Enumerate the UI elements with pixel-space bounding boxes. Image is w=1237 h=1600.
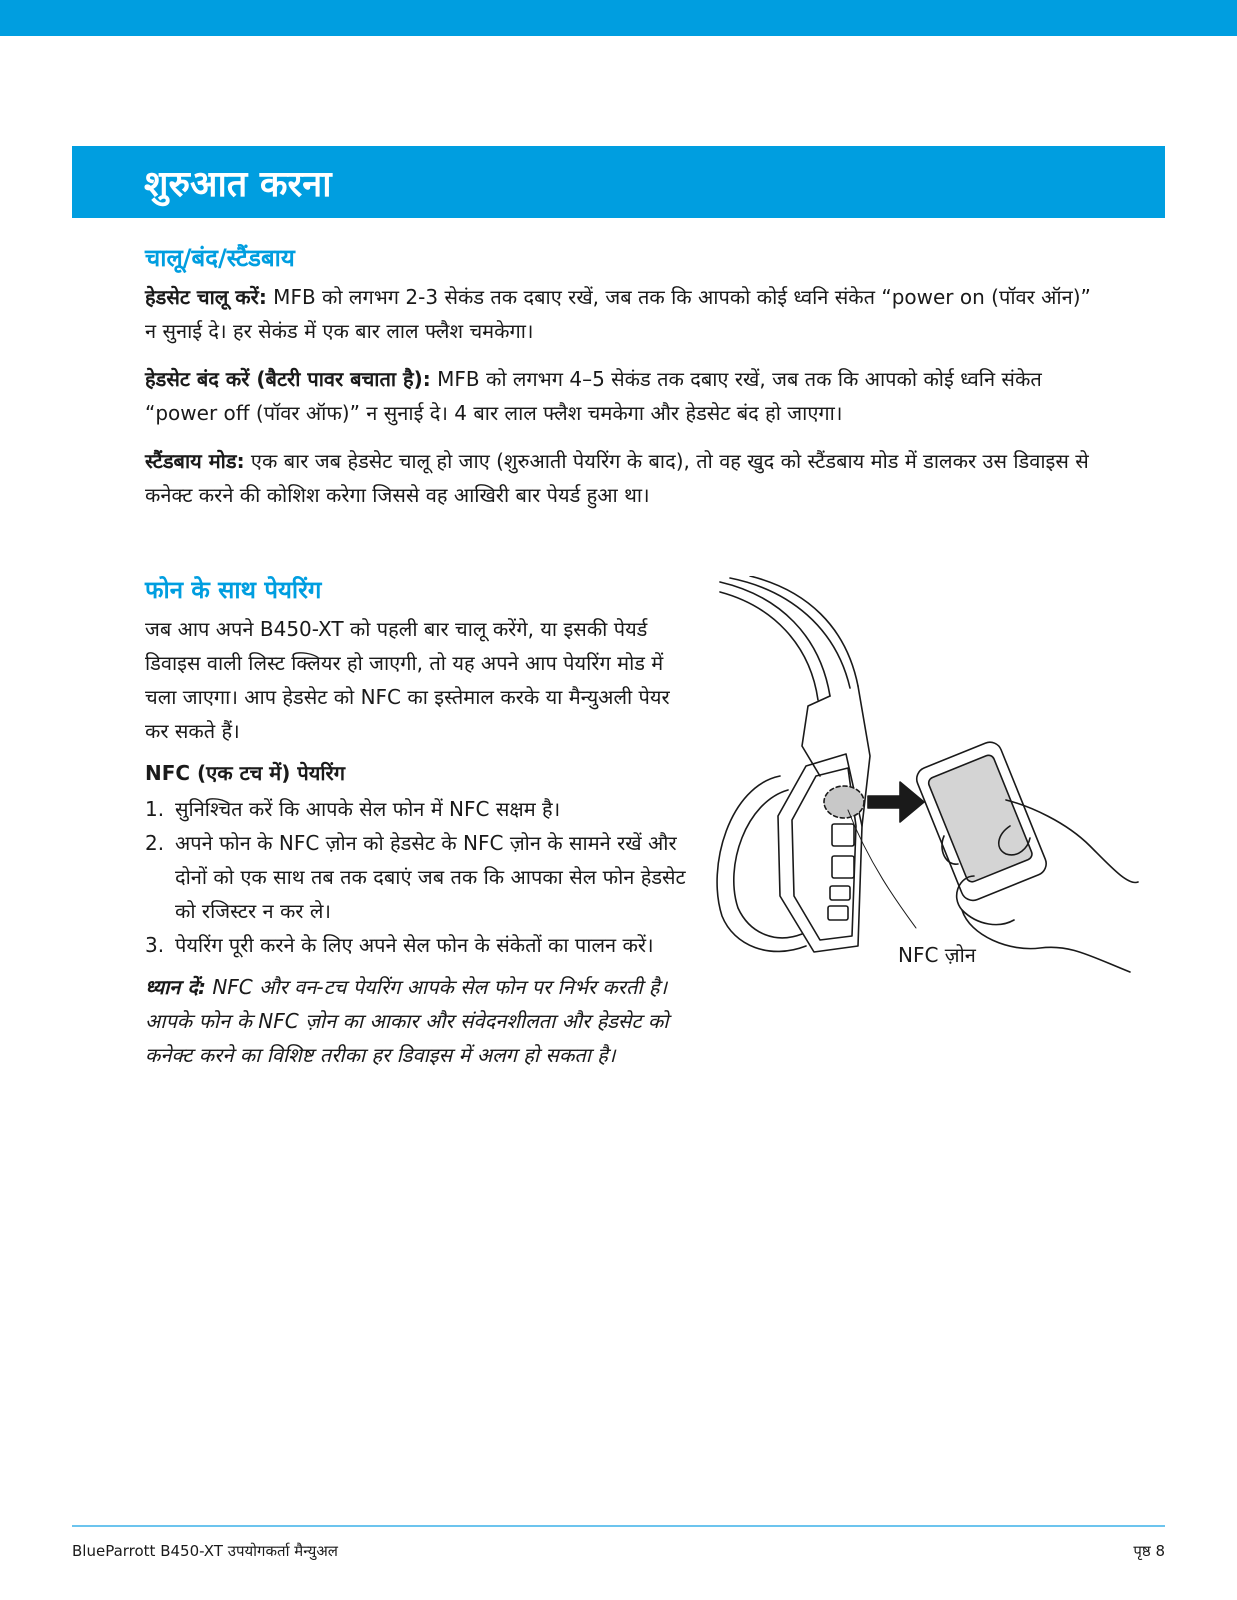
list-item xyxy=(145,792,690,826)
nfc-callout-line xyxy=(848,810,916,928)
earcup-icon xyxy=(717,754,862,952)
power-on-text: MFB को लगभग 2-3 सेकंड तक दबाए रखें, जब तक कि आपको कोई ध्वनि संकेत “power on (पॉवर ऑन)” न सुनाई दे। हर सेकंड में एक बार लाल फ्लैश चमकेगा। xyxy=(145,285,1091,343)
footer-divider xyxy=(72,1525,1165,1527)
standby-label: स्टैंडबाय मोड: xyxy=(145,449,245,473)
note-label: ध्यान दें: xyxy=(145,975,206,999)
footer-manual-title: BlueParrott B450-XT उपयोगकर्ता मैन्युअल xyxy=(72,1542,338,1560)
step-number: 2. xyxy=(145,831,165,855)
nfc-steps-list xyxy=(145,792,690,962)
headset-nfc-illustration xyxy=(710,576,1150,986)
nfc-zone-marker xyxy=(824,786,864,818)
arrow-right-icon xyxy=(868,782,924,822)
list-item xyxy=(145,928,690,962)
section-banner xyxy=(72,146,1165,218)
nfc-pairing-heading: NFC (एक टच में) पेयरिंग xyxy=(145,761,345,785)
power-off-paragraph xyxy=(145,362,1095,430)
page-title: शुरुआत करना xyxy=(144,163,332,205)
phone-icon xyxy=(913,739,1050,904)
power-off-label: हेडसेट बंद करें (बैटरी पावर बचाता है): xyxy=(145,367,431,391)
note-text: NFC और वन-टच पेयरिंग आपके सेल फोन पर निर्भर करती है। आपके फोन के NFC ज़ोन का आकार और संवेदनशीलता और हेडसेट को कनेक्ट करने का विशिष्ट तरीका हर डिवाइस में अलग हो सकता है। xyxy=(145,975,669,1067)
power-heading: चालू/बंद/स्टैंडबाय xyxy=(145,244,295,272)
power-on-label: हेडसेट चालू करें: xyxy=(145,285,267,309)
power-section xyxy=(145,242,1095,526)
list-item xyxy=(145,826,690,928)
nfc-zone-label: NFC ज़ोन xyxy=(898,943,976,967)
standby-paragraph xyxy=(145,444,1095,512)
pairing-heading: फोन के साथ पेयरिंग xyxy=(145,576,322,604)
top-accent-bar xyxy=(0,0,1237,36)
step-text: सुनिश्चित करें कि आपके सेल फोन में NFC सक्षम है। xyxy=(175,797,561,821)
step-text: अपने फोन के NFC ज़ोन को हेडसेट के NFC ज़ोन के सामने रखें और दोनों को एक साथ तब तक दबाएं जब तक कि आपका सेल फोन हेडसेट को रजिस्टर न कर ले। xyxy=(175,831,686,923)
power-on-paragraph xyxy=(145,280,1095,348)
footer-page-number: पृष्ठ 8 xyxy=(1133,1542,1165,1560)
power-off-text: MFB को लगभग 4–5 सेकंड तक दबाए रखें, जब तक कि आपको कोई ध्वनि संकेत “power off (पॉवर ऑफ)” न सुनाई दे। 4 बार लाल फ्लैश चमकेगा और हेडसेट बंद हो जाएगा। xyxy=(145,367,1042,425)
pairing-section xyxy=(145,574,690,1072)
step-number: 1. xyxy=(145,797,165,821)
pairing-intro: जब आप अपने B450-XT को पहली बार चालू करेंगे, या इसकी पेयर्ड डिवाइस वाली लिस्ट क्लियर हो जाएगी, तो यह अपने आप पेयरिंग मोड में चला जाएगा। आप हेडसेट को NFC का इस्तेमाल करके या मैन्युअली पेयर कर सकते हैं। xyxy=(145,617,670,743)
button-icons xyxy=(828,824,854,920)
standby-text: एक बार जब हेडसेट चालू हो जाए (शुरुआती पेयरिंग के बाद), तो वह खुद को स्टैंडबाय मोड में डालकर उस डिवाइस से कनेक्ट करने की कोशिश करेगा जिससे वह आखिरी बार पेयर्ड हुआ था। xyxy=(145,449,1089,507)
step-number: 3. xyxy=(145,933,165,957)
step-text: पेयरिंग पूरी करने के लिए अपने सेल फोन के संकेतों का पालन करें। xyxy=(175,933,654,957)
note-paragraph xyxy=(145,970,690,1072)
